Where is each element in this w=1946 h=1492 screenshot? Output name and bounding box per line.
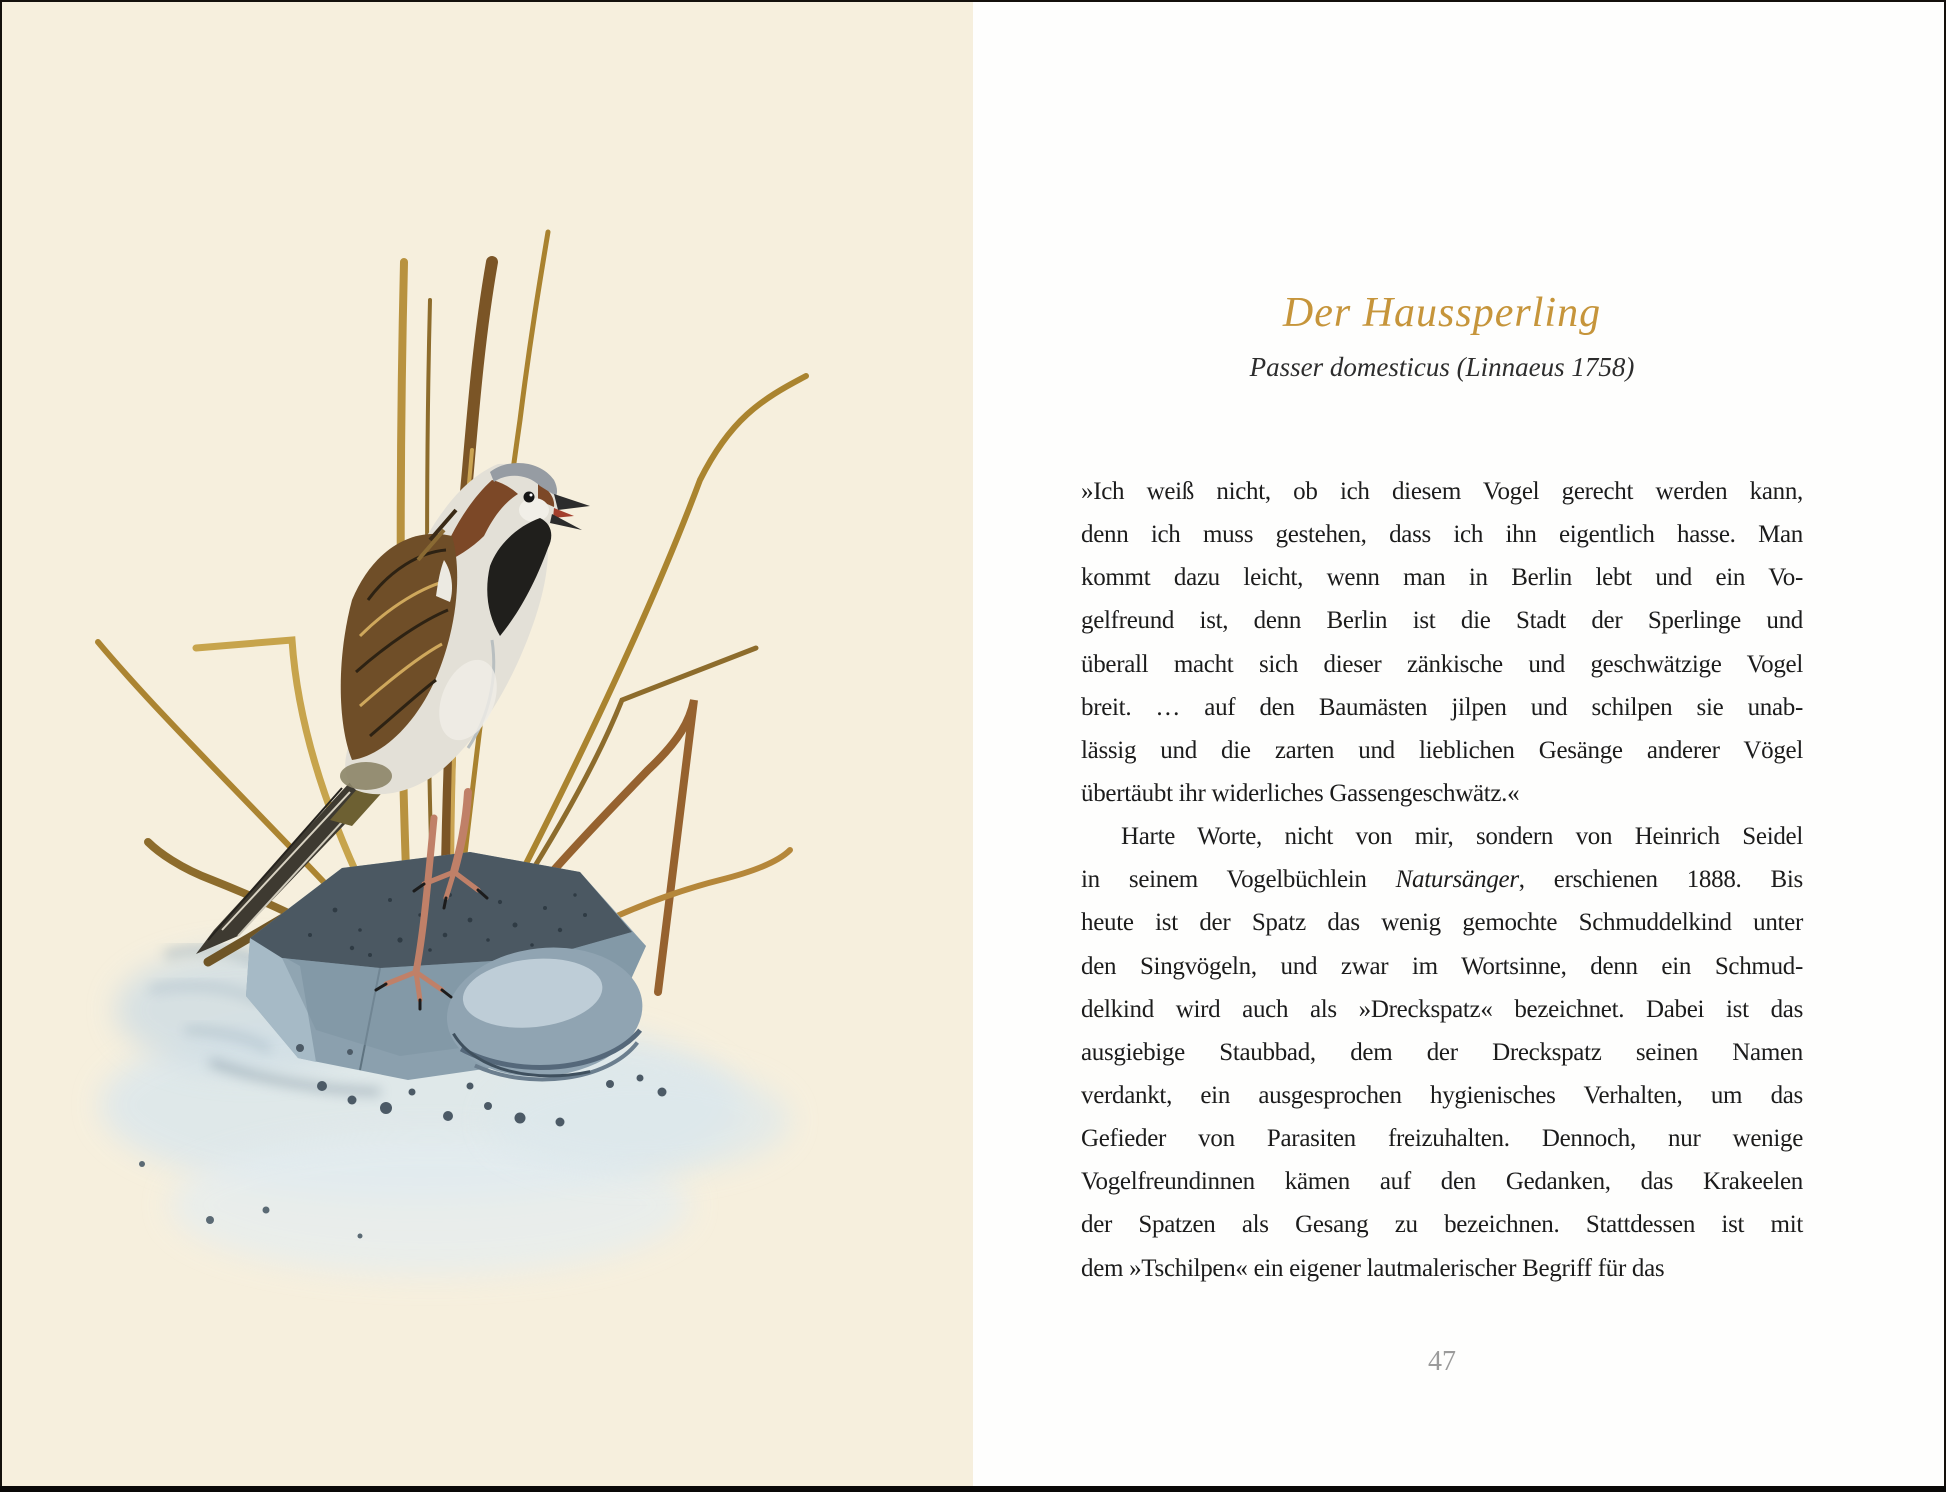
chapter-subtitle: Passer domesticus (Linnaeus 1758) (1249, 352, 1635, 382)
body-text-line: breit. … auf den Baumästen jilpen und schilpen sie unab- (1081, 693, 1803, 721)
body-text-line: den Singvögeln, und zwar im Wortsinne, denn ein Schmud- (1081, 952, 1803, 980)
body-text-line: delkind wird auch als »Dreckspatz« bezeichnet. Dabei ist das (1081, 995, 1803, 1023)
body-text-line: dem »Tschilpen« ein eigener lautmalerischer Begriff für das (1081, 1254, 1665, 1282)
body-text-line: überall macht sich dieser zänkische und geschwätzige Vogel (1081, 650, 1803, 678)
frame-top-edge (0, 0, 1946, 2)
chapter-title: Der Haussperling (1282, 290, 1602, 336)
body-text-line: denn ich muss gestehen, dass ich ihn eigentlich hasse. Man (1081, 521, 1803, 549)
body-text-line: kommt dazu leicht, wenn man in Berlin lebt und ein Vo- (1081, 564, 1803, 592)
body-text-line: gelfreund ist, denn Berlin ist die Stadt der Sperlinge und (1081, 607, 1803, 635)
body-text-line: der Spatzen als Gesang zu bezeichnen. Stattdessen ist mit (1081, 1211, 1803, 1239)
frame-left-edge (0, 0, 2, 1492)
body-text-line: Vogelfreundinnen kämen auf den Gedanken, das Krakeelen (1081, 1168, 1803, 1196)
body-text-line: verdankt, ein ausgesprochen hygienisches Verhalten, um das (1081, 1081, 1803, 1109)
body-text-line: übertäubt ihr widerliches Gassengeschwätz.« (1081, 779, 1520, 807)
body-text-line: heute ist der Spatz das wenig gemochte Schmuddelkind unter (1081, 909, 1803, 937)
body-text-line: Harte Worte, nicht von mir, sondern von Heinrich Seidel (1121, 823, 1803, 851)
body-text-line: in seinem Vogelbüchlein Natursänger, erschienen 1888. Bis (1081, 866, 1803, 894)
body-text-line: lässig und die zarten und lieblichen Gesänge anderer Vögel (1081, 736, 1803, 764)
body-text-line: ausgiebige Staubbad, dem der Dreckspatz seinen Namen (1081, 1038, 1803, 1066)
body-text-line: Gefieder von Parasiten freizuhalten. Dennoch, nur wenige (1081, 1125, 1803, 1153)
body-text-line: »Ich weiß nicht, ob ich diesem Vogel gerecht werden kann, (1081, 478, 1803, 505)
body-text (1081, 470, 1803, 1290)
frame-bottom-edge (0, 1486, 1946, 1492)
page-number: 47 (1428, 1346, 1456, 1377)
